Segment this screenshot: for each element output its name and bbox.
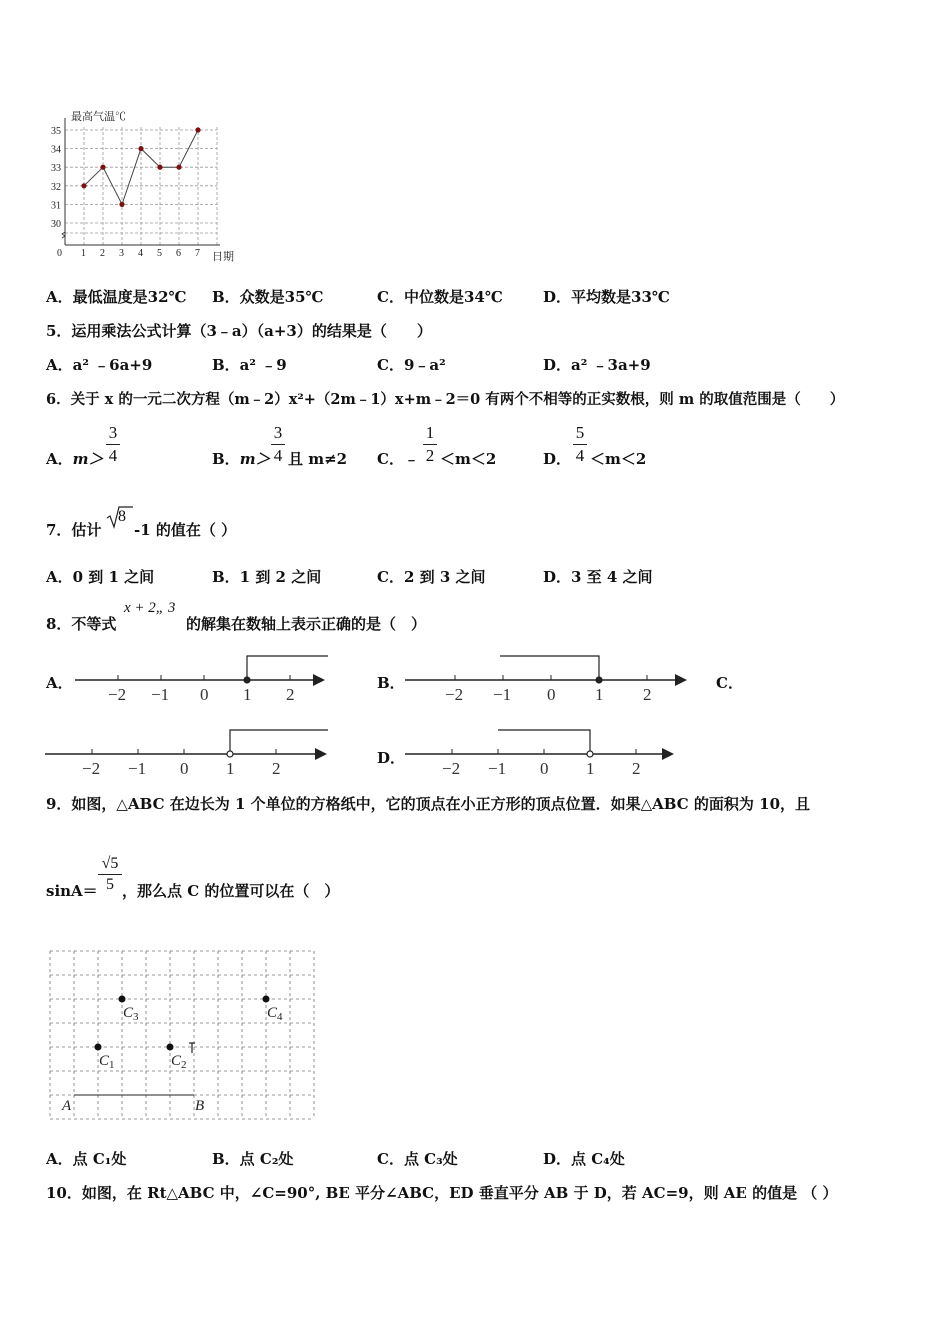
q9-option-b: B．点 C₂处 [212,1150,294,1168]
q8-label-b: B． [377,674,405,692]
q5-option-b: B．a² ﹣9 [212,356,287,374]
q8-label-c: C． [716,674,743,692]
point-c2 [167,1044,174,1051]
q6-b-fraction [271,423,285,466]
tick-label: 0 [540,759,549,778]
q6-a-fraction [106,423,120,466]
tick-label: 2 [286,685,295,704]
number-line-d [400,722,685,780]
q6-b-suffix: 且 m≠2 [288,450,348,468]
open-endpoint [587,751,593,757]
q9-sin-fraction [98,855,122,894]
axis-arrow [315,748,327,760]
point-c3 [119,996,126,1003]
q8-label-a: A． [46,674,73,692]
q6-c-num: 1 [425,423,435,442]
y-tick-label: 31 [51,200,61,212]
q6-a-label: A． [46,450,73,468]
number-line-a [70,648,335,706]
q8-label-d: D． [377,749,406,767]
tick-label: −1 [128,759,147,778]
x-tick-label: 3 [119,248,124,259]
q9-sin-pre: sinA＝ [46,882,98,900]
point-c4 [263,996,270,1003]
q8-post: 的解集在数轴上表示正确的是（ ） [186,615,427,633]
q4-option-d: D．平均数是33℃ [543,288,670,306]
point-c2-label: $C_2$ [171,1053,187,1071]
q7-option-a: A．0 到 1 之间 [46,568,155,586]
q4-option-c: C．中位数是34℃ [377,288,503,306]
q6-option-a [46,448,104,469]
q4-option-a: A．最低温度是32℃ [46,288,187,306]
q9-option-a: A．点 C₁处 [46,1150,127,1168]
tick-label: 2 [632,759,641,778]
q6-d-fraction [573,423,587,466]
q7-option-c: C．2 到 3 之间 [377,568,486,586]
y-tick-label: 34 [51,144,61,156]
x-tick-label: 7 [195,248,200,259]
solution-bracket [500,656,599,680]
tick-label: 0 [547,685,556,704]
point-c4-subscript: 4 [277,1011,283,1023]
tick-label: 0 [200,685,209,704]
q4-option-b: B．众数是35℃ [212,288,324,306]
q5-option-a: A．a² ﹣6a+9 [46,356,153,374]
q6-b-label: B． [212,450,240,468]
y-axis-title: 最高气温℃ [71,111,126,123]
tick-label: 2 [643,685,652,704]
q9-sin-num: √5 [101,855,119,872]
q7-option-d: D．3 至 4 之间 [543,568,653,586]
point-a-label: A [62,1098,72,1114]
temperature-chart [40,105,250,265]
q8-inequality: x + 2„ 3 [124,600,176,616]
grid-figure [40,945,325,1125]
data-point [100,165,105,170]
x-tick-label: 2 [100,248,105,259]
tick-label: −2 [445,685,464,704]
q6-c-label: C．﹣ [377,450,419,468]
tick-label: 0 [180,759,189,778]
tick-label: 2 [272,759,281,778]
tick-label: −2 [82,759,101,778]
q9-option-d: D．点 C₄处 [543,1150,625,1168]
tick-label: 1 [243,685,252,704]
data-point [119,202,124,207]
point-c1-label: $C_1$ [99,1053,115,1071]
q6-a-den: 4 [108,446,118,465]
tick-label: −2 [442,759,461,778]
q8-pre: 8．不等式 [46,615,117,633]
data-point [176,165,181,170]
point-c2-subscript: 2 [181,1059,187,1071]
q6-a-num: 3 [108,423,118,442]
q6-c-den: 2 [425,446,435,465]
x-tick-label: 0 [57,248,62,259]
x-tick-label: 1 [81,248,86,259]
q6-option-b [212,448,271,469]
q7-pre: 7．估计 [46,521,102,539]
tick-label: −1 [488,759,507,778]
y-tick-label: 33 [51,163,61,175]
tick-label: 1 [595,685,604,704]
tick-label: 1 [226,759,235,778]
point-c1-subscript: 1 [109,1059,115,1071]
q6-d-label: D． [543,450,572,468]
q5-option-c: C．9﹣a² [377,356,446,374]
x-axis-title: 日期 [212,251,234,263]
data-point [157,165,162,170]
x-tick-label: 4 [138,248,143,259]
tick-label: −2 [108,685,127,704]
q7-option-b: B．1 到 2 之间 [212,568,322,586]
q5-option-d: D．a² ﹣3a+9 [543,356,651,374]
q9-sin-post: ，那么点 C 的位置可以在（ ） [122,882,340,900]
q7-radicand: 8 [118,508,126,525]
number-line-b [400,648,695,706]
y-tick-label: 32 [51,181,61,193]
q6-b-num: 3 [273,423,283,442]
closed-endpoint [596,677,602,683]
q9-option-c: C．点 C₃处 [377,1150,458,1168]
open-endpoint [227,751,233,757]
point-c3-subscript: 3 [133,1011,139,1023]
point-c4-label: $C_4$ [267,1005,283,1023]
q6-b-var: m＞ [239,450,271,468]
q6-b-den: 4 [273,446,283,465]
axis-arrow [313,674,325,686]
q6-d-den: 4 [575,446,585,465]
x-tick-label: 5 [157,248,162,259]
point-b-label: B [195,1098,205,1114]
q9-sin-den: 5 [106,876,114,893]
y-tick-label: 30 [51,219,61,230]
point-c3-label: $C_3$ [123,1005,139,1023]
data-point [138,146,143,151]
axis-arrow [662,748,674,760]
q6-c-suffix: ＜m＜2 [440,450,497,468]
axis-arrow [675,674,687,686]
tick-label: −1 [493,685,512,704]
solution-bracket [230,730,328,754]
closed-endpoint [244,677,250,683]
x-tick-label: 6 [176,248,181,259]
q6-d-num: 5 [575,423,585,442]
q7-post: -1 的值在（ ） [134,521,237,539]
tick-label: 1 [586,759,595,778]
q9-stem: 9．如图，△ABC 在边长为 1 个单位的方格纸中，它的顶点在小正方形的顶点位置．如果△ABC 的面积为 10，且 [46,795,811,813]
q10-stem: 10．如图，在 Rt△ABC 中，∠C=90°, BE 平分∠ABC，ED 垂直平分 AB 于 D，若 AC=9，则 AE 的值是 （ ） [46,1184,838,1202]
q6-a-var: m＞ [72,450,104,468]
point-c1 [95,1044,102,1051]
y-tick-label: 35 [51,126,61,137]
q6-c-fraction [423,423,437,466]
q5-stem: 5．运用乘法公式计算（3﹣a）（a+3）的结果是（ ） [46,322,432,340]
q6-d-suffix: ＜m＜2 [590,450,647,468]
data-point [195,127,200,132]
q6-stem: 6．关于 x 的一元二次方程（m﹣2）x²+（2m﹣1）x+m﹣2＝0 有两个不相等的正实数根，则 m 的取值范围是（ ） [46,391,845,408]
data-point [81,183,86,188]
number-line-c [40,722,335,780]
tick-label: −1 [151,685,170,704]
